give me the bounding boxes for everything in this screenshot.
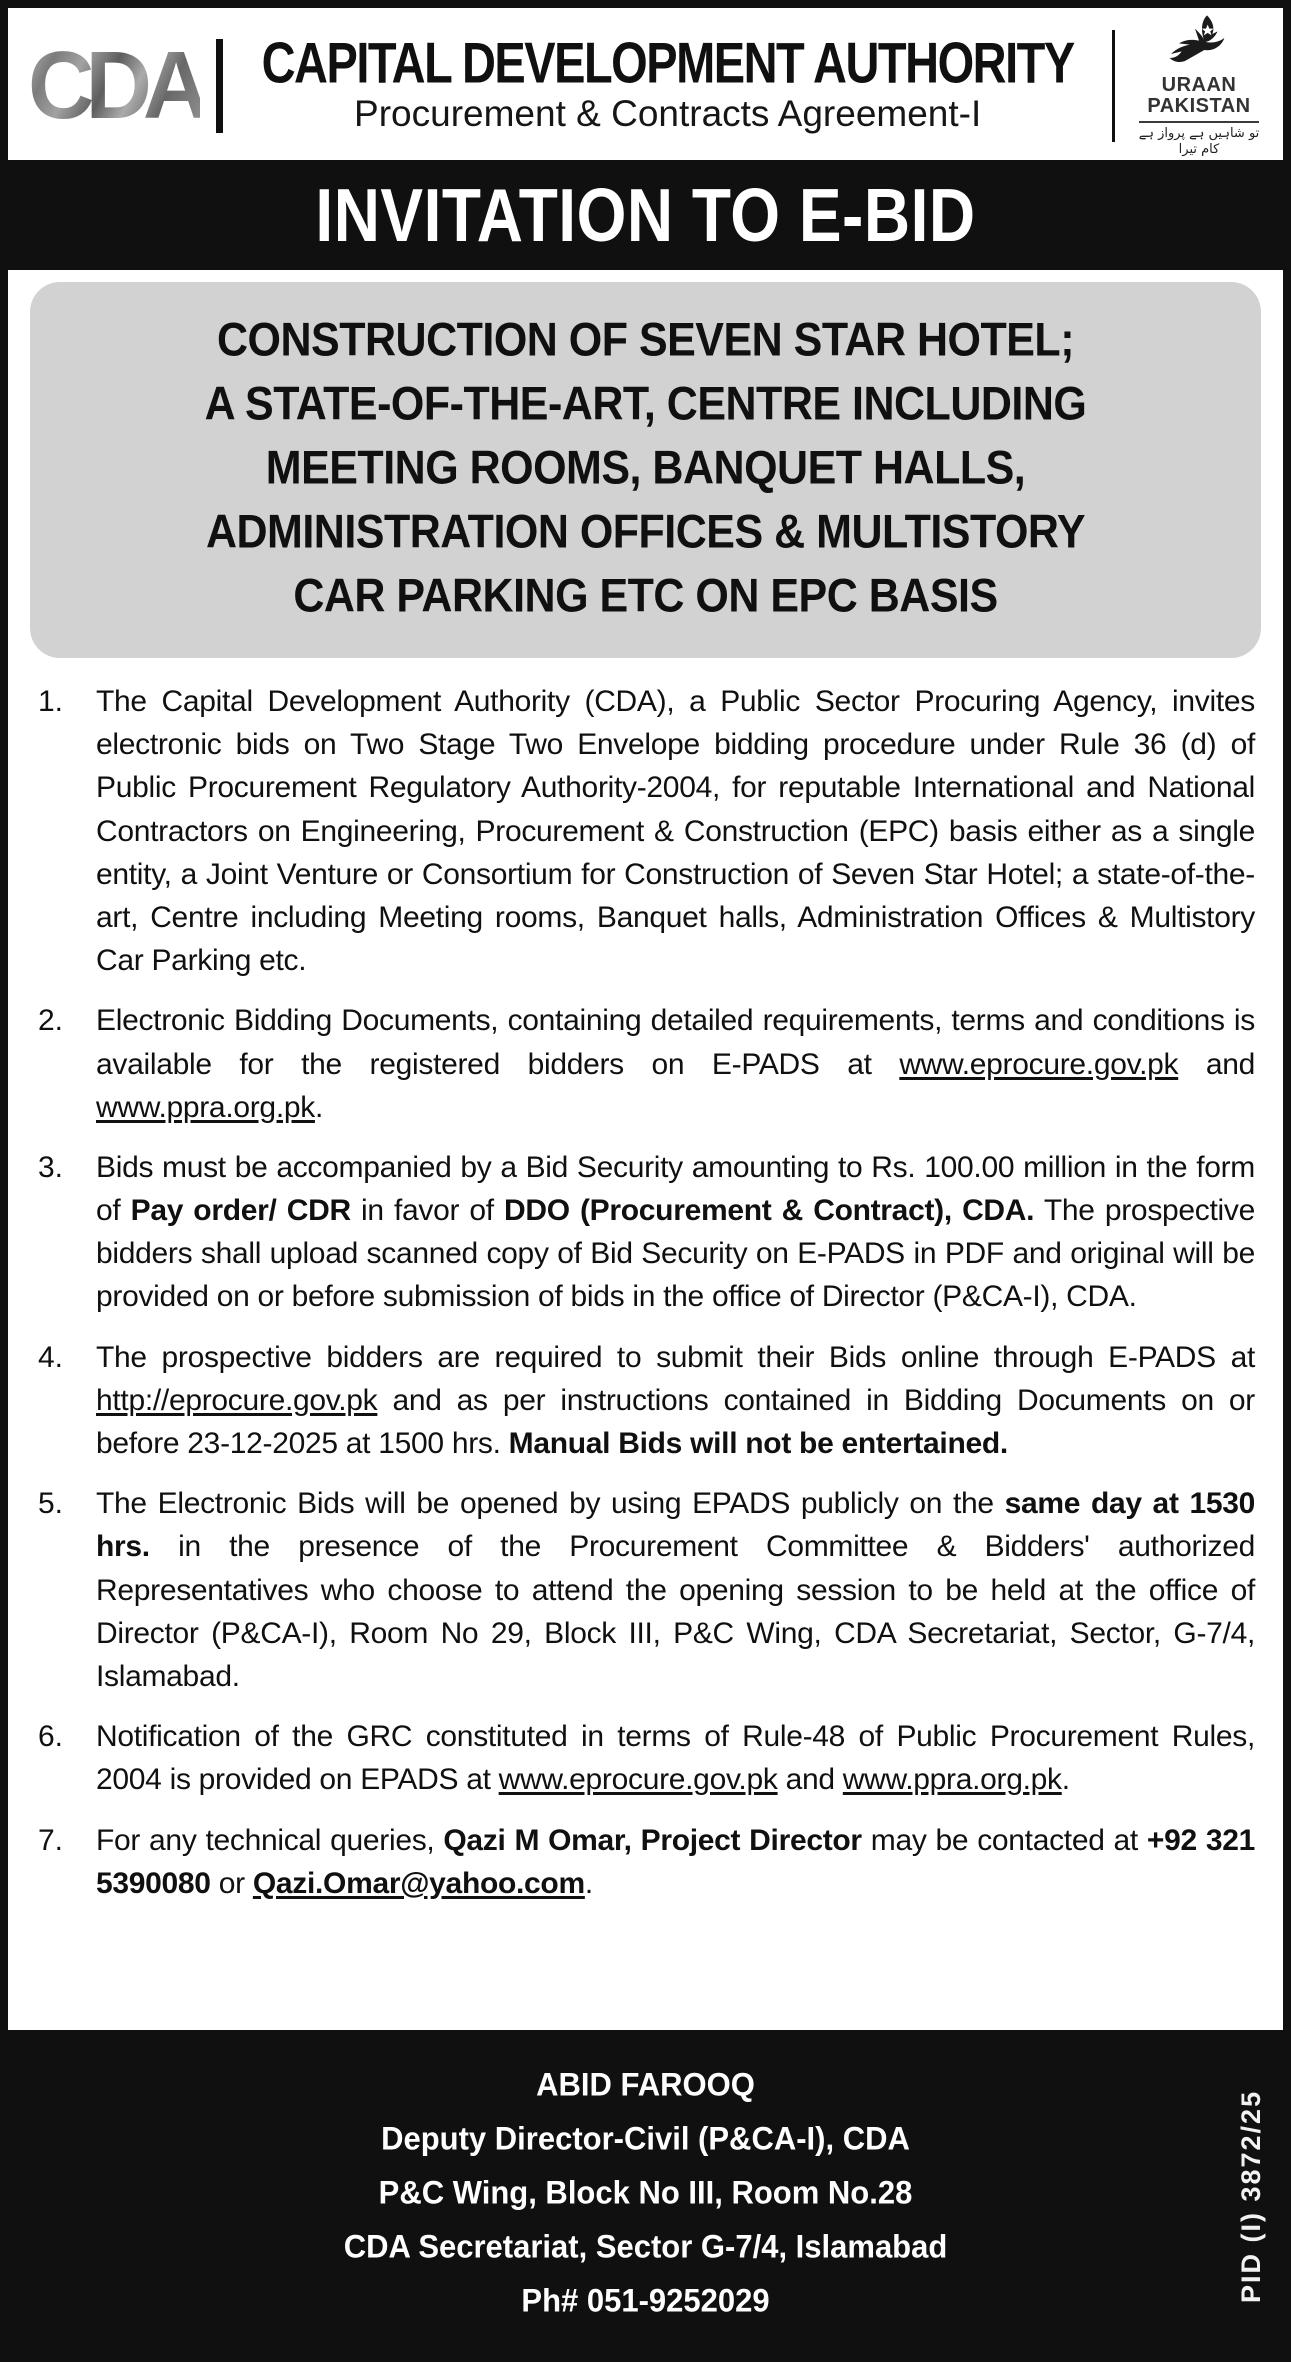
notice-item [38, 1819, 1255, 1905]
text-segment: in favor of [350, 1194, 505, 1228]
footer-line: Ph# 051-9252029 [521, 2281, 770, 2320]
uraan-pakistan-logo [1131, 14, 1269, 158]
text-segment: same day at 1530 hrs. [96, 1487, 1255, 1564]
notice-item [38, 999, 1255, 1129]
text-segment: and [777, 1763, 843, 1797]
project-title-line: CAR PARKING ETC ON EPC BASIS [293, 569, 998, 623]
notice-item-number: 3. [38, 1150, 64, 1184]
notice-item-number: 2. [38, 1004, 64, 1038]
notice-item [38, 1146, 1255, 1319]
notice-item [38, 1482, 1255, 1698]
notice-item-text [96, 1819, 1255, 1905]
text-segment: Notification of the GRC constituted in terms of Rule-48 of Public Procurement Rules, 2004 is provided on EPADS at [96, 1720, 1255, 1797]
project-title-box [30, 282, 1261, 658]
text-segment: and as per instructions contained in Bidding Documents on or before 23-12-2025 at 1500 hrs. [96, 1383, 1255, 1460]
footer [8, 2030, 1283, 2362]
uraan-urdu-slogan: تو شاہیں ہے پرواز ہے کام تیرا [1138, 126, 1260, 157]
notice-item-text [96, 1715, 1255, 1801]
notice-item [38, 1715, 1255, 1801]
text-segment: The Capital Development Authority (CDA), a Public Sector Procuring Agency, invites electronic bids on Two Stage Two Envelope bidding procedure under Rule 36 (d) of Public Procurement Regulatory Authority-2004, for reputable International and National Contractors on Engineering, Procurement & Construction (EPC) basis either as a single entity, a Joint Venture or Consortium for Construction of Seven Star Hotel; a state-of-the-art, Centre including Meeting rooms, Banquet halls, Administration Offices & Multistory Car Parking etc. [96, 685, 1255, 978]
text-segment: or [210, 1866, 253, 1900]
notice-list [8, 662, 1283, 2030]
text-segment: +92 321 5390080 [96, 1823, 1255, 1900]
text-segment: The prospective bidders are required to submit their Bids online through E-PADS at [96, 1340, 1255, 1374]
notice-item-text [96, 680, 1255, 982]
uraan-word-1: URAAN [1161, 74, 1237, 96]
text-segment: Manual Bids will not be entertained. [508, 1427, 1008, 1460]
text-segment: . [584, 1866, 593, 1900]
notice-item [38, 680, 1255, 982]
text-segment: DDO (Procurement & Contract), CDA. [504, 1194, 1035, 1228]
notice-item [38, 1336, 1255, 1466]
project-title-line: ADMINISTRATION OFFICES & MULTISTORY [205, 505, 1086, 559]
text-segment: The Electronic Bids will be opened by using EPADS publicly on the [96, 1487, 1005, 1521]
footer-line: ABID FAROOQ [536, 2065, 755, 2104]
header [8, 8, 1283, 160]
uraan-rule [1139, 121, 1259, 123]
text-segment: . [1061, 1763, 1070, 1797]
url-text: www.eprocure.gov.pk [899, 1047, 1179, 1081]
banner [8, 160, 1283, 270]
notice-item-number: 4. [38, 1340, 64, 1374]
org-name: CAPITAL DEVELOPMENT AUTHORITY [261, 35, 1074, 95]
notice-item-text [96, 1146, 1255, 1319]
url-text: http://eprocure.gov.pk [96, 1383, 378, 1417]
project-title-line: CONSTRUCTION OF SEVEN STAR HOTEL; [216, 313, 1075, 367]
text-segment: in the presence of the Procurement Committee & Bidders' authorized Representatives who choose to attend the opening session to be held at the office of Director (P&CA-I), Room No 29, Block III, P&C Wing, CDA Secretariat, Sector, G-7/4, Islamabad. [96, 1530, 1255, 1693]
footer-lines [128, 2058, 1163, 2328]
footer-line: P&C Wing, Block No III, Room No.28 [378, 2173, 913, 2212]
text-segment: Qazi M Omar, Project Director [443, 1823, 862, 1857]
text-segment: Bids must be accompanied by a Bid Security amounting to Rs. 100.00 million in the form of [96, 1150, 1255, 1228]
notice-item-number: 1. [38, 685, 64, 718]
banner-title: INVITATION TO E-BID [315, 172, 976, 258]
header-divider-thin [1112, 30, 1115, 142]
footer-line: Deputy Director-Civil (P&CA-I), CDA [381, 2119, 910, 2158]
pid-number: PID (I) 3872/25 [1236, 2089, 1266, 2303]
notice-item-number: 5. [38, 1487, 64, 1521]
notice-item-text [96, 1482, 1255, 1698]
text-segment: Electronic Bidding Documents, containing detailed requirements, terms and conditions is available for the registered bidders on E-PADS at [96, 1004, 1255, 1081]
footer-line: CDA Secretariat, Sector G-7/4, Islamabad [343, 2227, 948, 2266]
text-segment: and [1178, 1047, 1255, 1081]
url-text: www.ppra.org.pk [842, 1763, 1062, 1797]
notice-item-text [96, 999, 1255, 1129]
notice-item-number: 7. [38, 1823, 64, 1857]
uraan-bird-icon [1157, 14, 1241, 74]
uraan-word-2: PAKISTAN [1147, 95, 1251, 117]
text-segment: For any technical queries, [96, 1823, 444, 1857]
cda-logo: CDA [28, 32, 201, 140]
notice-item-text [96, 1336, 1255, 1466]
project-title-line: MEETING ROOMS, BANQUET HALLS, [265, 441, 1026, 495]
text-segment: may be contacted at [861, 1823, 1147, 1857]
url-text: www.eprocure.gov.pk [498, 1763, 778, 1797]
text-segment: The prospective bidders shall upload scanned copy of Bid Security on E-PADS in PDF and original will be provided on or before submission of bids in the office of Director (P&CA-I), CDA. [96, 1194, 1255, 1314]
project-title-line: A STATE-OF-THE-ART, CENTRE INCLUDING [204, 377, 1087, 431]
url-text: www.ppra.org.pk [96, 1090, 315, 1124]
url-text: Qazi.Omar@yahoo.com [252, 1866, 585, 1900]
header-titles [239, 35, 1096, 137]
org-division: Procurement & Contracts Agreement-I [354, 93, 982, 134]
notice-item-number: 6. [38, 1720, 64, 1754]
text-segment: . [314, 1090, 323, 1124]
header-divider [216, 39, 223, 133]
text-segment: Pay order/ CDR [130, 1194, 351, 1228]
